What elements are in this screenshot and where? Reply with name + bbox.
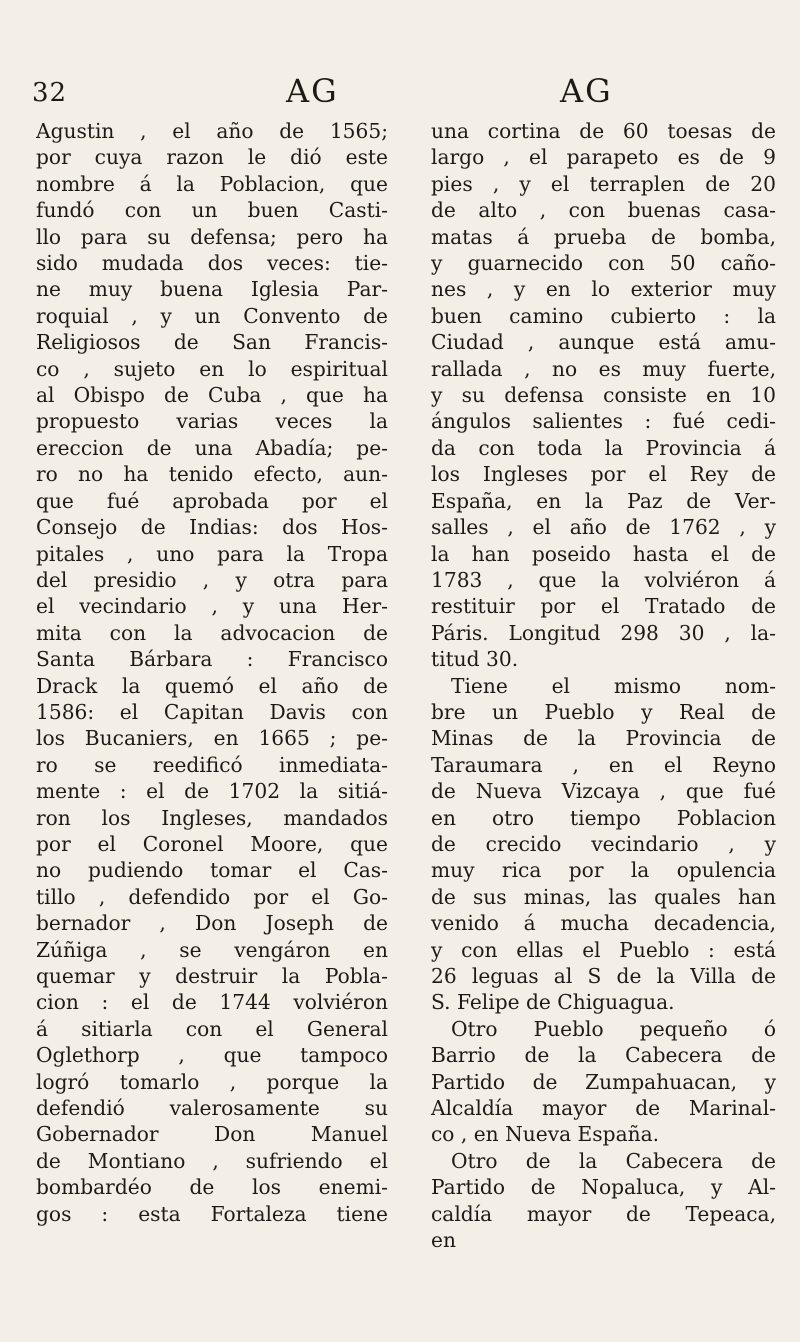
text-line: en: [431, 1228, 456, 1253]
text-line: 1783 , que la volviéron á: [431, 567, 776, 592]
text-line: 26 leguas al S de la Villa de: [431, 964, 776, 988]
text-line: fundó con un buen Casti-: [36, 198, 388, 223]
text-line: el vecindario , y una Her-: [36, 594, 388, 619]
text-line: Tiene el mismo nom-: [451, 673, 776, 698]
text-line: llo para su defensa; pero ha: [36, 224, 388, 249]
text-line: nes , y en lo exterior muy: [431, 277, 776, 302]
text-line: Partido de Zumpahuacan, y: [431, 1069, 776, 1094]
text-line: titud 30.: [431, 647, 519, 672]
text-line: propuesto varias veces la: [36, 409, 388, 434]
text-line: matas á prueba de bomba,: [431, 224, 776, 249]
text-line: de Nueva Vizcaya , que fué: [431, 779, 776, 804]
text-line: bombardéo de los enemi-: [36, 1175, 388, 1200]
page-header: [0, 64, 800, 114]
text-line: Alcaldía mayor de Marinal-: [431, 1096, 776, 1121]
text-line: los Bucaniers, en 1665 ; pe-: [36, 726, 388, 751]
text-line: Barrio de la Cabecera de: [431, 1043, 776, 1068]
text-line: y su defensa consiste en 10: [431, 383, 776, 408]
text-line: y con ellas el Pueblo : está: [431, 937, 776, 962]
text-line: Otro de la Cabecera de: [451, 1148, 776, 1173]
text-line: por cuya razon le dió este: [36, 145, 388, 170]
text-line: salles , el año de 1762 , y: [431, 515, 776, 540]
text-line: en otro tiempo Poblacion: [431, 805, 776, 830]
text-line: ron los Ingleses, mandados: [36, 805, 388, 830]
text-line: 1586: el Capitan Davis con: [36, 699, 388, 724]
text-line: defendió valerosamente su: [36, 1096, 388, 1121]
text-line: una cortina de 60 toesas de: [431, 119, 776, 143]
text-line: co , sujeto en lo espiritual: [36, 356, 388, 381]
text-line: Taraumara , en el Reyno: [431, 752, 776, 777]
text-line: Consejo de Indias: dos Hos-: [36, 515, 388, 540]
text-line: S. Felipe de Chiguagua.: [431, 990, 675, 1015]
text-line: Ciudad , aunque está amu-: [431, 330, 776, 355]
text-line: tillo , defendido por el Go-: [36, 884, 388, 909]
text-line: España, en la Paz de Ver-: [431, 488, 776, 513]
text-line: mente : el de 1702 la sitiá-: [36, 779, 388, 804]
text-line: pitales , uno para la Tropa: [36, 541, 388, 566]
page-number: 32: [32, 78, 68, 108]
left-text-column: [36, 118, 388, 1227]
text-line: caldía mayor de Tepeaca,: [431, 1201, 776, 1226]
text-line: Oglethorp , que tampoco: [36, 1043, 388, 1068]
right-text-column: [431, 118, 776, 1253]
text-line: de crecido vecindario , y: [431, 831, 776, 856]
text-line: Zúñiga , se vengáron en: [36, 937, 388, 962]
text-line: ángulos salientes : fué cedi-: [431, 409, 776, 434]
text-line: mita con la advocacion de: [36, 620, 388, 645]
text-line: Páris. Longitud 298 30 , la-: [431, 620, 776, 645]
text-line: gos : esta Fortaleza tiene: [36, 1201, 388, 1226]
text-line: pies , y el terraplen de 20: [431, 171, 776, 196]
text-line: ereccion de una Abadía; pe-: [36, 435, 388, 460]
text-line: Santa Bárbara : Francisco: [36, 647, 388, 672]
text-line: Religiosos de San Francis-: [36, 330, 388, 355]
text-line: Minas de la Provincia de: [431, 726, 776, 751]
text-line: al Obispo de Cuba , que ha: [36, 383, 388, 408]
text-line: Gobernador Don Manuel: [36, 1122, 388, 1147]
text-line: de sus minas, las quales han: [431, 884, 776, 909]
text-line: que fué aprobada por el: [36, 488, 388, 513]
text-line: rallada , no es muy fuerte,: [431, 356, 776, 381]
text-line: la han poseido hasta el de: [431, 541, 776, 566]
text-line: á sitiarla con el General: [36, 1016, 388, 1041]
text-line: logró tomarlo , porque la: [36, 1069, 388, 1094]
text-line: cion : el de 1744 volviéron: [36, 990, 388, 1015]
text-line: Agustin , el año de 1565;: [36, 119, 388, 143]
text-line: Otro Pueblo pequeño ó: [451, 1016, 776, 1041]
text-line: buen camino cubierto : la: [431, 303, 776, 328]
text-line: bernador , Don Joseph de: [36, 911, 388, 936]
text-line: roquial , y un Convento de: [36, 303, 388, 328]
text-line: venido á mucha decadencia,: [431, 911, 776, 936]
text-line: sido mudada dos veces: tie-: [36, 251, 388, 276]
text-line: largo , el parapeto es de 9: [431, 145, 776, 170]
text-line: bre un Pueblo y Real de: [431, 699, 776, 724]
text-line: y guarnecido con 50 caño-: [431, 251, 776, 276]
text-line: no pudiendo tomar el Cas-: [36, 858, 388, 883]
text-line: co , en Nueva España.: [431, 1122, 660, 1147]
text-line: ne muy buena Iglesia Par-: [36, 277, 388, 302]
text-line: nombre á la Poblacion, que: [36, 171, 388, 196]
text-line: los Ingleses por el Rey de: [431, 462, 776, 487]
text-line: de alto , con buenas casa-: [431, 198, 776, 223]
text-line: da con toda la Provincia á: [431, 435, 776, 460]
text-line: por el Coronel Moore, que: [36, 831, 388, 856]
text-line: Partido de Nopaluca, y Al-: [431, 1175, 776, 1200]
text-line: restituir por el Tratado de: [431, 594, 776, 619]
text-line: de Montiano , sufriendo el: [36, 1148, 388, 1173]
text-line: muy rica por la opulencia: [431, 858, 776, 883]
text-line: Drack la quemó el año de: [36, 673, 388, 698]
text-line: ro se reedificó inmediata-: [36, 752, 388, 777]
text-line: quemar y destruir la Pobla-: [36, 964, 388, 988]
text-line: ro no ha tenido efecto, aun-: [36, 462, 388, 487]
running-head-left: AG: [286, 72, 339, 110]
running-head-right: AG: [560, 72, 613, 110]
text-line: del presidio , y otra para: [36, 567, 388, 592]
